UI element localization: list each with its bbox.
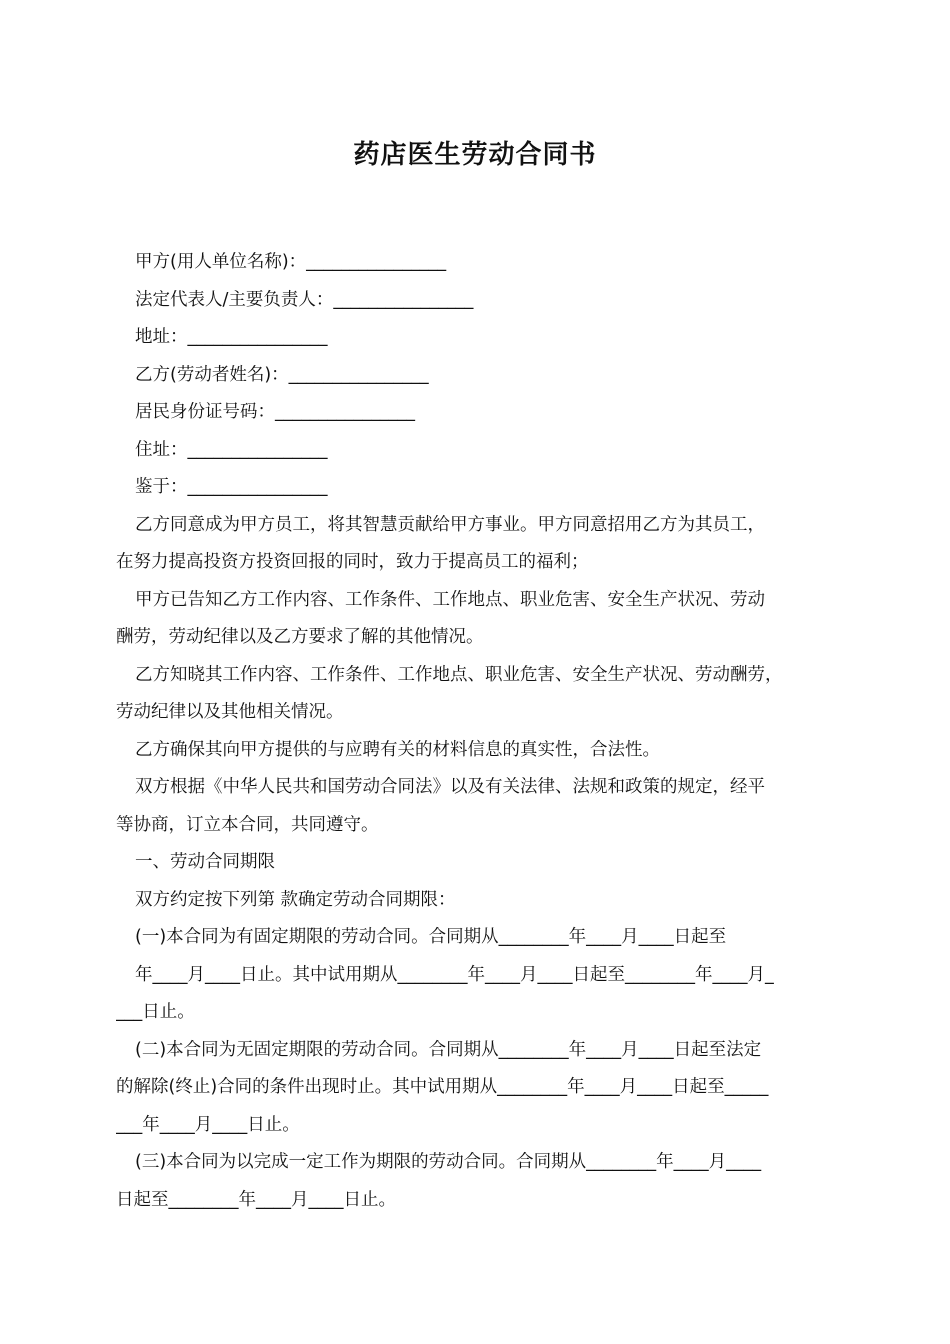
- body-line: ___年____月____日止。: [116, 1114, 300, 1135]
- body-line: 的解除(终止)合同的条件出现时止。其中试用期从________年____月____日起至_____: [116, 1077, 769, 1097]
- body-line: 甲方(用人单位名称)：________________: [135, 252, 447, 272]
- body-line: 地址：________________: [135, 327, 328, 347]
- body-line: 乙方知晓其工作内容、工作条件、工作地点、职业危害、安全生产状况、劳动酬劳，: [135, 664, 783, 685]
- body-line: 法定代表人/主要负责人：________________: [135, 289, 474, 310]
- body-line: 日起至________年____月____日止。: [116, 1189, 396, 1210]
- body-line: 鉴于：________________: [135, 477, 328, 497]
- body-line: 乙方确保其向甲方提供的与应聘有关的材料信息的真实性，合法性。: [135, 739, 660, 760]
- body-line: 住址：________________: [135, 439, 328, 460]
- body-line: (二)本合同为无固定期限的劳动合同。合同期从________年____月____日起至法定: [135, 1039, 762, 1060]
- body-line: 乙方同意成为甲方员工，将其智慧贡献给甲方事业。甲方同意招用乙方为其员工，: [135, 514, 765, 535]
- body-line: 酬劳，劳动纪律以及乙方要求了解的其他情况。: [116, 627, 484, 647]
- body-line: (一)本合同为有固定期限的劳动合同。合同期从________年____月____日起至: [135, 927, 727, 947]
- body-line: 甲方已告知乙方工作内容、工作条件、工作地点、职业危害、安全生产状况、劳动: [135, 589, 765, 610]
- body-line: 双方根据《中华人民共和国劳动合同法》以及有关法律、法规和政策的规定，经平: [135, 777, 765, 797]
- document-title: 药店医生劳动合同书: [353, 140, 597, 170]
- body-line: 一、劳动合同期限: [135, 852, 275, 872]
- body-line: 劳动纪律以及其他相关情况。: [116, 702, 344, 722]
- body-line: ___日止。: [116, 1002, 195, 1022]
- body-line: (三)本合同为以完成一定工作为期限的劳动合同。合同期从________年____月____: [135, 1152, 762, 1172]
- body-line: 居民身份证号码：________________: [135, 402, 415, 422]
- body-line: 在努力提高投资方投资回报的同时，致力于提高员工的福利；: [116, 552, 589, 572]
- body-line: 等协商，订立本合同，共同遵守。: [116, 814, 379, 835]
- body-line: 年____月____日止。其中试用期从________年____月____日起至________年____月_: [135, 964, 774, 985]
- body-line: 双方约定按下列第 款确定劳动合同期限：: [135, 889, 456, 910]
- body-line: 乙方(劳动者姓名)：________________: [135, 364, 429, 385]
- document-body: [116, 244, 840, 1219]
